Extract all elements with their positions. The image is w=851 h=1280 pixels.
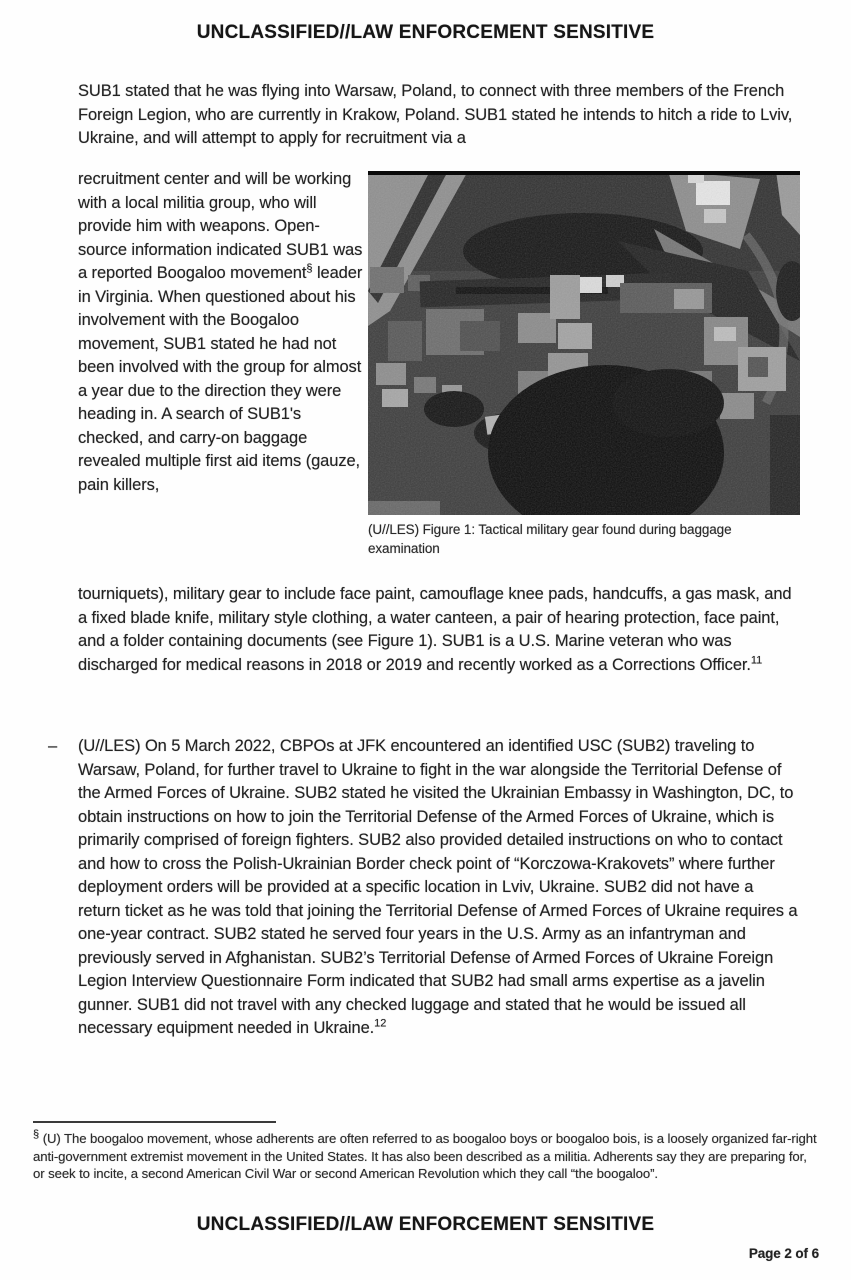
figure1	[368, 171, 800, 558]
footnote-marker-section-sign: §	[306, 262, 313, 275]
classification-banner-bottom: UNCLASSIFIED//LAW ENFORCEMENT SENSITIVE	[196, 1214, 655, 1235]
bullet-paragraph	[78, 735, 800, 1041]
wrapped-paragraph-left-column	[78, 168, 365, 497]
bullet-text-content: (U//LES) On 5 March 2022, CBPOs at JFK encountered an identified USC (SUB2) traveling to Warsaw, Poland, for further travel to Ukraine to fight in the war alongside the Territorial Defense of the Armed Forces of Ukraine. SUB2 stated he visited the Ukrainian Embassy in Washington, DC, to obtain instructions on how to join the Territorial Defense of the Armed Forces of Ukraine, which is primarily comprised of foreign fighters. SUB2 also provided detailed instructions on who to contact and how to cross the Polish-Ukrainian Border check point of “Korczowa-Krakovets” where further deployment orders will be provided at a specific location in Lviv, Ukraine. SUB2 did not have a return ticket as he was told that joining the Territorial Defense of Armed Forces of Ukraine requires a one-year contract. SUB2 stated he served four years in the U.S. Army as an infantryman and previously served in Afghanistan. SUB2’s Territorial Defense of Armed Forces of Ukraine Foreign Legion Interview Questionnaire Form indicated that SUB2 had small arms expertise as a javelin gunner. SUB1 did not travel with any checked luggage and stated that he would be issued all necessary equipment needed in Ukraine.	[78, 737, 798, 1037]
intro-paragraph: SUB1 stated that he was flying into Warsaw, Poland, to connect with three members of the French Foreign Legion, who are currently in Krakow, Poland. SUB1 stated he intends to hitch a ride to Lviv, Ukraine, and will attempt to apply for recruitment via a	[78, 82, 793, 147]
page-number: Page 2 of 6	[748, 1246, 819, 1261]
footnote-text: (U) The boogaloo movement, whose adherents are often referred to as boogaloo boys or boogaloo bois, is a loosely organized far-right anti-government extremist movement in the United States. It has also been described as a militia. Adherents say they are preparing for, or seek to incite, a second American Civil War or second American Revolution which they call “the boogaloo”.	[33, 1131, 817, 1182]
wrap-text-after-footnote-marker: leader in Virginia. When questioned about his involvement with the Boogaloo movement, SUB1 stated he had not been involved with the group for almost a year due to the direction they were heading in. A search of SUB1's checked, and carry-on baggage revealed multiple first aid items (gauze, pain killers,	[78, 264, 363, 494]
continuation-text: tourniquets), military gear to include face paint, camouflage knee pads, handcuffs, a gas mask, and a fixed blade knife, military style clothing, a water canteen, a pair of hearing protection, face paint, and a folder containing documents (see Figure 1). SUB1 is a U.S. Marine veteran who was discharged for medical reasons in 2018 or 2019 and recently worked as a Corrections Officer.	[78, 585, 792, 674]
figure1-caption: (U//LES) Figure 1: Tactical military gear found during baggage examination	[368, 522, 732, 556]
bullet-dash-icon: –	[48, 737, 58, 755]
wrap-text-before-footnote-marker: recruitment center and will be working with a local militia group, who will provide him with weapons. Open-source information indicated SUB1 was a reported Boogaloo movement	[78, 170, 363, 282]
bullet-item-sub2	[48, 735, 800, 1041]
footnote-marker-section-sign-bottom: §	[33, 1128, 40, 1141]
footnote-separator	[33, 1121, 276, 1123]
footnote-ref-12: 12	[374, 1017, 387, 1030]
footnote-ref-11: 11	[750, 654, 763, 666]
footnote-boogaloo	[33, 1130, 821, 1183]
tactical-gear-photo	[368, 171, 800, 515]
classification-banner-top: UNCLASSIFIED//LAW ENFORCEMENT SENSITIVE	[196, 22, 655, 43]
continuation-paragraph	[78, 583, 800, 677]
